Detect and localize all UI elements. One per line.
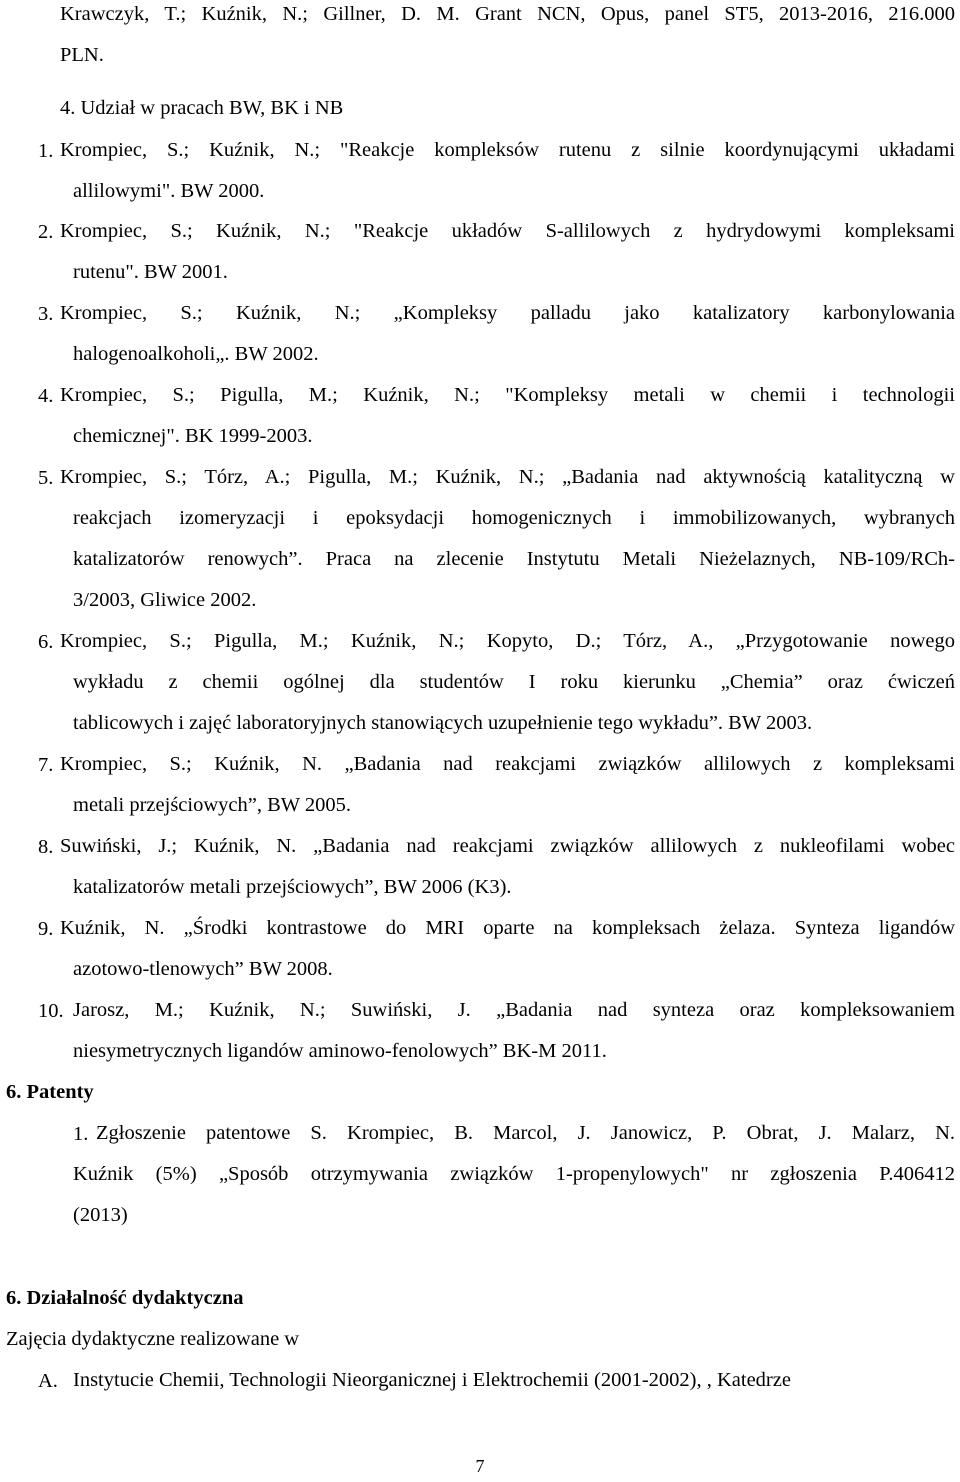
- list-item-line: Krompiec, S.; Kuźnik, N.; „Kompleksy palladu jako katalizatory karbonylowania: [60, 302, 955, 324]
- grant-line-1: Krawczyk, T.; Kuźnik, N.; Gillner, D. M. Grant NCN, Opus, panel ST5, 2013-2016, 216.000: [60, 3, 955, 25]
- section-heading-bw: 4. Udział w pracach BW, BK i NB: [60, 97, 344, 119]
- grant-line-2: PLN.: [60, 44, 104, 66]
- patent-item-number: 1.: [73, 1123, 89, 1145]
- list-item-line: tablicowych i zajęć laboratoryjnych stanowiących uzupełnienie tego wykładu”. BW 2003.: [73, 712, 813, 734]
- teaching-item-letter: A.: [38, 1370, 58, 1392]
- list-item-line: Krompiec, S.; Pigulla, M.; Kuźnik, N.; "Kompleksy metali w chemii i technologii: [60, 384, 955, 406]
- section-heading-patents: 6. Patenty: [6, 1081, 94, 1103]
- list-item-number: 10.: [38, 1000, 64, 1022]
- list-item-line: Kuźnik, N. „Środki kontrastowe do MRI oparte na kompleksach żelaza. Synteza ligandów: [60, 917, 955, 939]
- list-item-line: Krompiec, S.; Kuźnik, N. „Badania nad reakcjami związków allilowych z kompleksami: [60, 753, 955, 775]
- list-item-number: 3.: [38, 303, 54, 325]
- list-item-line: katalizatorów metali przejściowych”, BW 2006 (K3).: [73, 876, 512, 898]
- teaching-item-text: Instytucie Chemii, Technologii Nieorganicznej i Elektrochemii (2001-2002), , Katedrze: [73, 1369, 791, 1391]
- list-item-number: 1.: [38, 140, 54, 162]
- list-item-line: 3/2003, Gliwice 2002.: [73, 589, 257, 611]
- list-item-line: Krompiec, S.; Kuźnik, N.; "Reakcje układów S-allilowych z hydrydowymi kompleksami: [60, 220, 955, 242]
- list-item-line: allilowymi". BW 2000.: [73, 180, 265, 202]
- list-item-line: Suwiński, J.; Kuźnik, N. „Badania nad reakcjami związków allilowych z nukleofilami wobec: [60, 835, 955, 857]
- list-item-line: metali przejściowych”, BW 2005.: [73, 794, 352, 816]
- list-item-line: Krompiec, S.; Pigulla, M.; Kuźnik, N.; Kopyto, D.; Tórz, A., „Przygotowanie nowego: [60, 630, 955, 652]
- patent-item-line: (2013): [73, 1204, 128, 1226]
- list-item-line: rutenu". BW 2001.: [73, 261, 228, 283]
- list-item-number: 2.: [38, 221, 54, 243]
- list-item-line: reakcjach izomeryzacji i epoksydacji homogenicznych i immobilizowanych, wybranych: [73, 507, 955, 529]
- list-item-line: Jarosz, M.; Kuźnik, N.; Suwiński, J. „Badania nad synteza oraz kompleksowaniem: [73, 999, 955, 1021]
- list-item-line: Krompiec, S.; Kuźnik, N.; "Reakcje kompleksów rutenu z silnie koordynującymi układami: [60, 139, 955, 161]
- page-number: 7: [475, 1456, 485, 1476]
- list-item-line: halogenoalkoholi„. BW 2002.: [73, 343, 319, 365]
- list-item-line: katalizatorów renowych”. Praca na zlecenie Instytutu Metali Nieżelaznych, NB-109/RCh-: [73, 548, 955, 570]
- list-item-number: 8.: [38, 836, 54, 858]
- patent-item-line: Zgłoszenie patentowe S. Krompiec, B. Marcol, J. Janowicz, P. Obrat, J. Malarz, N.: [96, 1122, 955, 1144]
- list-item-line: chemicznej". BK 1999-2003.: [73, 425, 313, 447]
- list-item-number: 6.: [38, 631, 54, 653]
- list-item-number: 7.: [38, 754, 54, 776]
- list-item-line: Krompiec, S.; Tórz, A.; Pigulla, M.; Kuźnik, N.; „Badania nad aktywnością katalityczną w: [60, 466, 955, 488]
- list-item-line: azotowo-tlenowych” BW 2008.: [73, 958, 333, 980]
- list-item-number: 9.: [38, 918, 54, 940]
- section-heading-teaching: 6. Działalność dydaktyczna: [6, 1287, 244, 1309]
- teaching-intro: Zajęcia dydaktyczne realizowane w: [6, 1328, 300, 1350]
- list-item-number: 5.: [38, 467, 54, 489]
- list-item-number: 4.: [38, 385, 54, 407]
- patent-item-line: Kuźnik (5%) „Sposób otrzymywania związków 1-propenylowych" nr zgłoszenia P.406412: [73, 1163, 955, 1185]
- list-item-line: niesymetrycznych ligandów aminowo-fenolowych” BK-M 2011.: [73, 1040, 607, 1062]
- list-item-line: wykładu z chemii ogólnej dla studentów I roku kierunku „Chemia” oraz ćwiczeń: [73, 671, 955, 693]
